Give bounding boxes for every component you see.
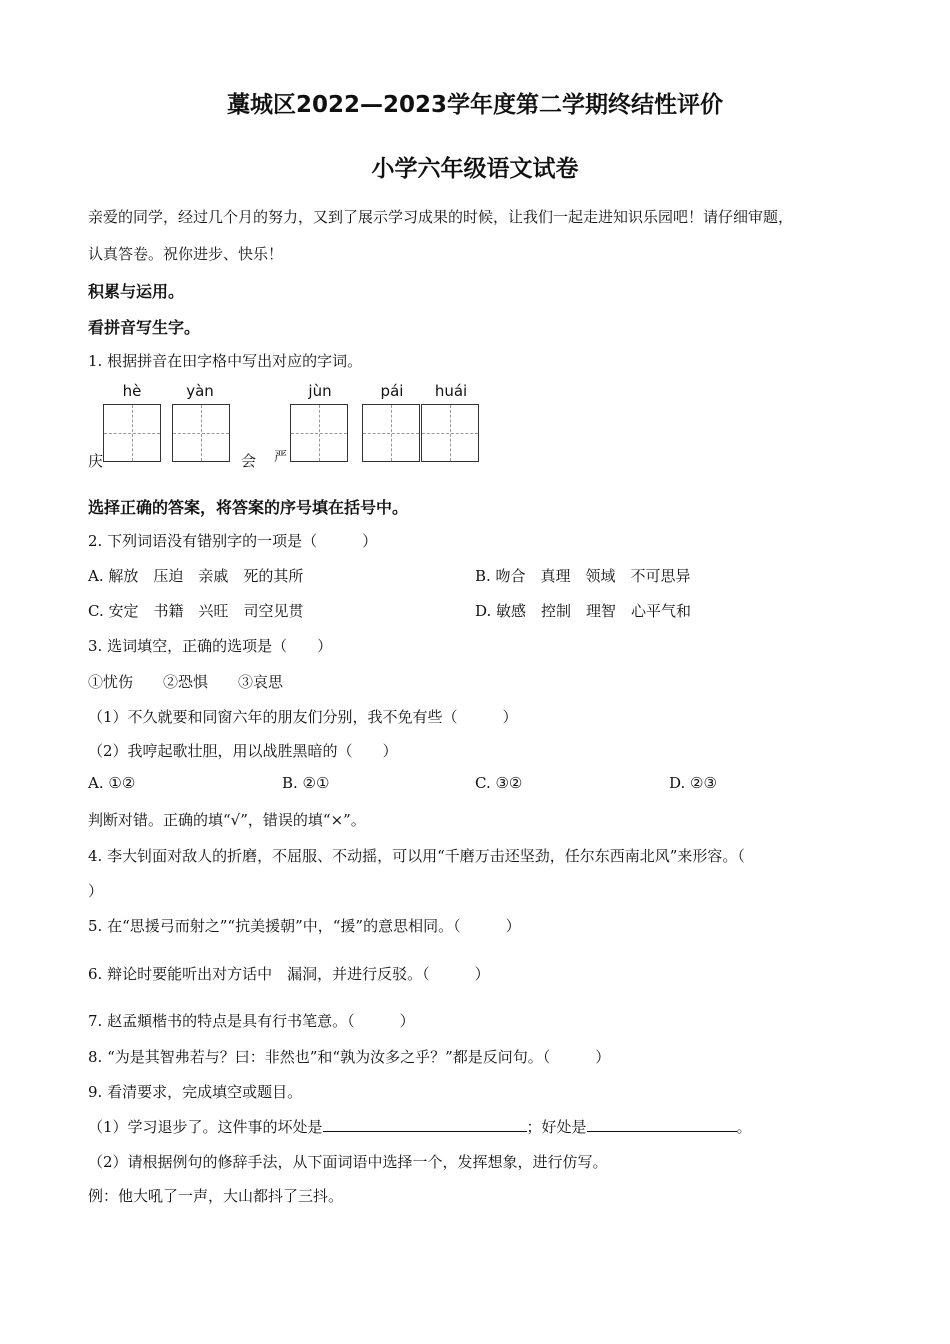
q3-sub1: （1）不久就要和同窗六年的朋友们分别，我不免有些（ ） bbox=[88, 708, 518, 726]
pinyin-jun: jùn bbox=[308, 382, 332, 400]
exam-subtitle: 小学六年级语文试卷 bbox=[371, 156, 579, 182]
q9-sub1-prefix: （1）学习退步了。这件事的坏处是 bbox=[88, 1118, 323, 1136]
pinyin-pai: pái bbox=[380, 382, 404, 400]
section-accumulate-heading: 积累与运用。 bbox=[88, 282, 185, 301]
q3-stem: 3. 选词填空，正确的选项是（ ） bbox=[88, 637, 333, 655]
pinyin-he: hè bbox=[122, 382, 142, 400]
q6-text: 6. 辩论时要能听出对方话中 漏洞，并进行反驳。（ ） bbox=[88, 965, 490, 983]
grid-char-yan: 严 bbox=[274, 450, 288, 465]
q9-example: 例：他大吼了一声，大山都抖了三抖。 bbox=[88, 1187, 344, 1205]
grid-char-qing: 庆 bbox=[88, 452, 104, 470]
pinyin-yan: yàn bbox=[186, 382, 214, 400]
section-pinyin-heading: 看拼音写生字。 bbox=[88, 318, 201, 337]
q4-line-1: 4. 李大钊面对敌人的折磨，不屈服、不动摇，可以用“千磨万击还坚劲，任尔东西南北风”来形容。（ bbox=[88, 847, 745, 865]
q9-good-answer-blank[interactable] bbox=[587, 1117, 737, 1132]
q9-sub2: （2）请根据例句的修辞手法，从下面词语中选择一个，发挥想象，进行仿写。 bbox=[88, 1153, 608, 1171]
q9-stem: 9. 看清要求，完成填空或题目。 bbox=[88, 1083, 303, 1101]
q4-line-2: ） bbox=[88, 882, 104, 900]
tianzige-box-jun[interactable] bbox=[290, 404, 348, 462]
q3-option-b[interactable]: B. ②① bbox=[282, 774, 330, 792]
q3-option-c[interactable]: C. ③② bbox=[475, 774, 523, 792]
pinyin-huai: huái bbox=[434, 382, 468, 400]
q3-option-a[interactable]: A. ①② bbox=[88, 774, 136, 792]
q2-stem: 2. 下列词语没有错别字的一项是（ ） bbox=[88, 532, 378, 550]
tianzige-box-he[interactable] bbox=[103, 404, 161, 462]
q3-option-d[interactable]: D. ②③ bbox=[669, 774, 717, 792]
q2-option-b[interactable]: B. 吻合 真理 领域 不可思异 bbox=[475, 567, 691, 585]
q9-sub1-middle: ；好处是 bbox=[526, 1118, 587, 1136]
q2-option-c[interactable]: C. 安定 书籍 兴旺 司空见贯 bbox=[88, 602, 304, 620]
grid-char-hui: 会 bbox=[241, 452, 257, 470]
q3-words: ①忧伤 ②恐惧 ③哀思 bbox=[88, 673, 284, 691]
section-choice-heading: 选择正确的答案，将答案的序号填在括号中。 bbox=[88, 498, 409, 517]
q5-text: 5. 在“思援弓而射之”“抗美援朝”中，“援”的意思相同。（ ） bbox=[88, 917, 521, 935]
intro-line-2: 认真答卷。祝你进步、快乐！ bbox=[88, 245, 284, 263]
intro-line-1: 亲爱的同学，经过几个月的努力，又到了展示学习成果的时候，让我们一起走进知识乐园吧！请仔细审题， bbox=[88, 208, 794, 226]
q9-bad-answer-blank[interactable] bbox=[323, 1117, 527, 1132]
tianzige-box-huai[interactable] bbox=[421, 404, 479, 462]
tianzige-box-yan[interactable] bbox=[172, 404, 230, 462]
q2-option-d[interactable]: D. 敏感 控制 理智 心平气和 bbox=[475, 602, 692, 620]
exam-title: 藁城区2022—2023学年度第二学期终结性评价 bbox=[226, 92, 724, 118]
q3-sub2: （2）我哼起歌壮胆，用以战胜黑暗的（ ） bbox=[88, 742, 398, 760]
q2-option-a[interactable]: A. 解放 压迫 亲戚 死的其所 bbox=[88, 567, 304, 585]
q1-stem: 1. 根据拼音在田字格中写出对应的字词。 bbox=[88, 352, 363, 370]
q7-text: 7. 赵孟頫楷书的特点是具有行书笔意。（ ） bbox=[88, 1012, 415, 1030]
q8-text: 8. “为是其智弗若与？曰：非然也”和“孰为汝多之乎？”都是反问句。（ ） bbox=[88, 1048, 611, 1066]
section-judge-heading: 判断对错。正确的填“√”，错误的填“×”。 bbox=[88, 811, 366, 829]
q9-sub1 bbox=[88, 1116, 752, 1137]
q9-sub1-end: 。 bbox=[736, 1118, 752, 1136]
tianzige-box-pai[interactable] bbox=[362, 404, 420, 462]
